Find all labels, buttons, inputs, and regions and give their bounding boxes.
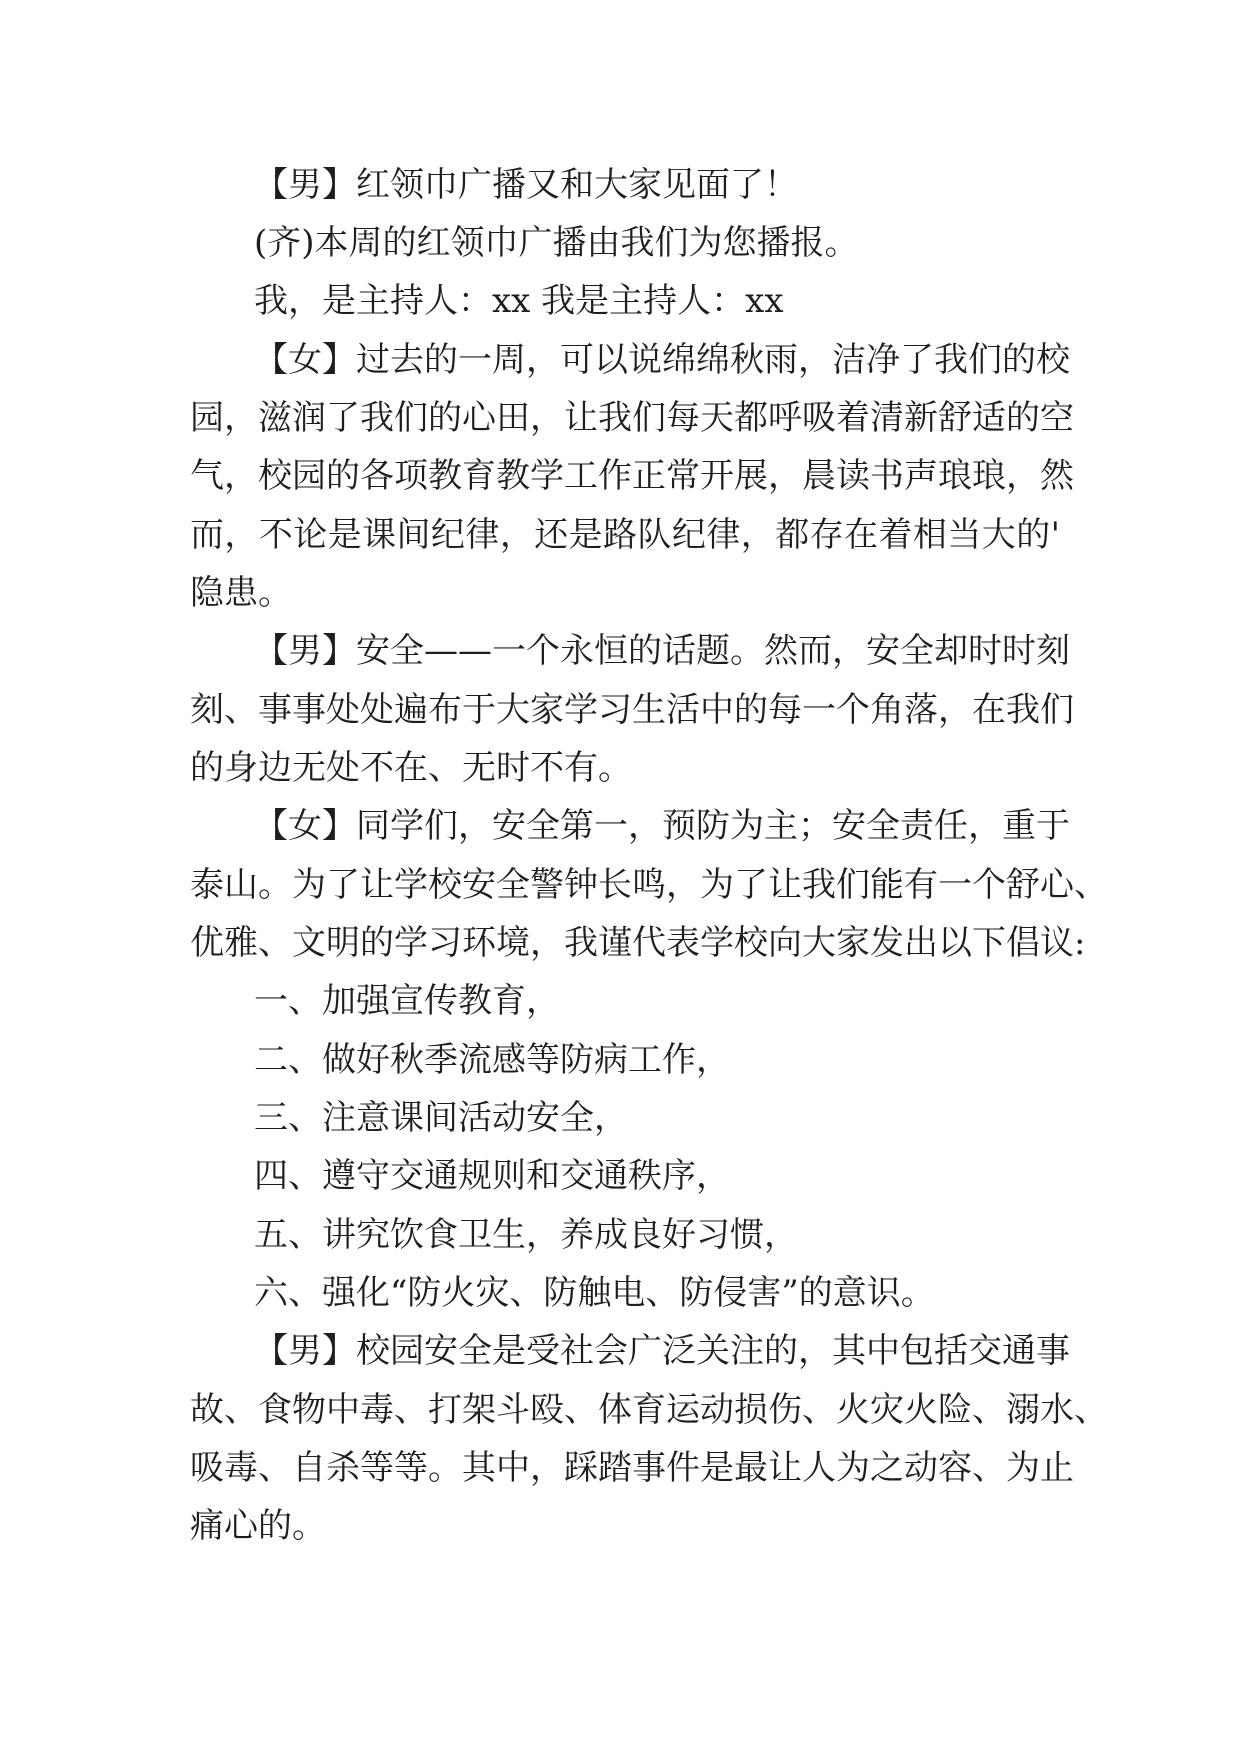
paragraph-line: 【男】校园安全是受社会广泛关注的，其中包括交通事 bbox=[254, 1331, 1070, 1371]
paragraph-line: 泰山。为了让学校安全警钟长鸣，为了让我们能有一个舒心、 bbox=[190, 865, 1108, 905]
list-item: 三、注意课间活动安全， bbox=[254, 1098, 628, 1138]
paragraph-line: 我，是主持人：xx 我是主持人：xx bbox=[254, 281, 784, 321]
paragraph-line: 吸毒、自杀等等。其中，踩踏事件是最让人为之动容、为止 bbox=[190, 1448, 1074, 1488]
paragraph-line: 气，校园的各项教育教学工作正常开展，晨读书声琅琅，然 bbox=[190, 456, 1074, 496]
paragraph-line: 痛心的。 bbox=[190, 1506, 326, 1546]
paragraph-line: 优雅、文明的学习环境，我谨代表学校向大家发出以下倡议: bbox=[190, 923, 1086, 963]
paragraph-line: 的身边无处不在、无时不有。 bbox=[190, 748, 632, 788]
paragraph-line: 刻、事事处处遍布于大家学习生活中的每一个角落，在我们 bbox=[190, 690, 1074, 730]
list-item: 四、遵守交通规则和交通秩序， bbox=[254, 1156, 730, 1196]
paragraph-line: 【女】过去的一周，可以说绵绵秋雨，洁净了我们的校 bbox=[254, 340, 1070, 380]
paragraph-line: 园，滋润了我们的心田，让我们每天都呼吸着清新舒适的空 bbox=[190, 398, 1074, 438]
paragraph-line: 【女】同学们，安全第一，预防为主；安全责任，重于 bbox=[254, 806, 1070, 846]
list-item: 六、强化“防火灾、防触电、防侵害”的意识。 bbox=[254, 1273, 935, 1313]
paragraph-line: 【男】红领巾广播又和大家见面了！ bbox=[254, 165, 798, 205]
paragraph-line: (齐)本周的红领巾广播由我们为您播报。 bbox=[254, 223, 859, 263]
paragraph-line: 而，不论是课间纪律，还是路队纪律，都存在着相当大的' bbox=[190, 515, 1060, 555]
paragraph-line: 故、食物中毒、打架斗殴、体育运动损伤、火灾火险、溺水、 bbox=[190, 1390, 1108, 1430]
list-item: 一、加强宣传教育， bbox=[254, 981, 560, 1021]
paragraph-line: 【男】安全——一个永恒的话题。然而，安全却时时刻 bbox=[254, 631, 1070, 671]
list-item: 二、做好秋季流感等防病工作， bbox=[254, 1040, 730, 1080]
paragraph-line: 隐患。 bbox=[190, 573, 292, 613]
list-item: 五、讲究饮食卫生，养成良好习惯， bbox=[254, 1215, 798, 1255]
